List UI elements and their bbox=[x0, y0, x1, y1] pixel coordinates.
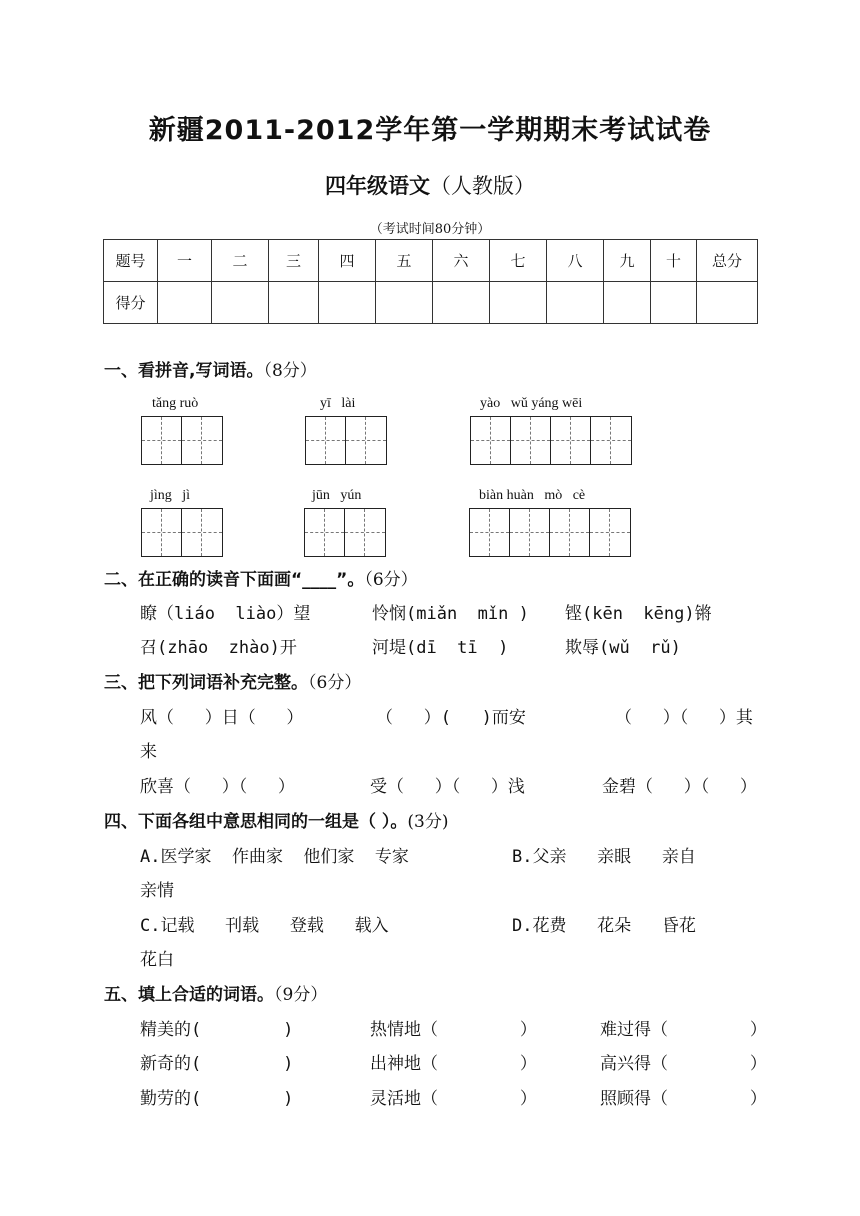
score-cell[interactable] bbox=[490, 282, 547, 324]
score-cell[interactable] bbox=[547, 282, 604, 324]
idiom-item: （ ）（ ）其 bbox=[615, 708, 753, 728]
fill-item: 高兴得（ ） bbox=[600, 1054, 767, 1074]
choice-b-wrap: 亲情 bbox=[140, 881, 174, 901]
pinyin-label: jūn yún bbox=[312, 488, 362, 503]
choice-a: A.医学家 作曲家 他们家 专家 bbox=[140, 847, 409, 867]
header-cell: 六 bbox=[433, 240, 490, 282]
reading-item: 河堤(dī tī ) bbox=[372, 638, 509, 658]
section-5-title: 五、填上合适的词语。 bbox=[104, 985, 274, 1005]
header-cell: 一 bbox=[158, 240, 212, 282]
reading-item: 召(zhāo zhào)开 bbox=[140, 638, 297, 658]
header-cell: 四 bbox=[319, 240, 376, 282]
exam-subtitle bbox=[0, 170, 860, 200]
score-cell[interactable] bbox=[158, 282, 212, 324]
pinyin-label: yī lài bbox=[320, 396, 356, 411]
header-cell: 二 bbox=[212, 240, 269, 282]
fill-item: 新奇的( ) bbox=[140, 1054, 294, 1074]
exam-time: （考试时间80分钟） bbox=[369, 222, 491, 237]
score-cell[interactable] bbox=[212, 282, 269, 324]
header-cell: 九 bbox=[604, 240, 651, 282]
choice-c: C.记载 刊载 登载 载入 bbox=[140, 916, 389, 936]
fill-item: 出神地（ ） bbox=[370, 1054, 537, 1074]
section-1-heading bbox=[104, 356, 317, 381]
idiom-item: 金碧（ ）（ ） bbox=[602, 777, 757, 797]
score-value-row bbox=[104, 282, 758, 324]
exam-title: 新疆2011-2012学年第一学期期末考试试卷 bbox=[148, 115, 712, 146]
score-header-row bbox=[104, 240, 758, 282]
score-cell[interactable] bbox=[433, 282, 490, 324]
header-cell: 三 bbox=[269, 240, 319, 282]
section-5-heading bbox=[104, 980, 327, 1005]
subtitle-main: 四年级语文 bbox=[325, 174, 430, 198]
pinyin-label: yào wǔ yáng wēi bbox=[480, 396, 583, 411]
section-2-title: 二、在正确的读音下面画“____”。 bbox=[104, 570, 365, 590]
choice-b: B.父亲 亲眼 亲自 bbox=[512, 847, 696, 867]
reading-item: 瞭（liáo liào）望 bbox=[140, 604, 311, 624]
fill-item: 难过得（ ） bbox=[600, 1020, 767, 1040]
idiom-item: 受（ ）（ ）浅 bbox=[370, 777, 525, 797]
header-cell: 五 bbox=[376, 240, 433, 282]
section-3-heading bbox=[104, 668, 361, 693]
section-1-title: 一、看拼音,写词语。 bbox=[104, 361, 264, 381]
choice-d: D.花费 花朵 昏花 bbox=[512, 916, 696, 936]
section-4-title: 四、下面各组中意思相同的一组是（ ）。 bbox=[104, 812, 408, 832]
writing-grid[interactable] bbox=[469, 508, 631, 557]
section-2-heading bbox=[104, 565, 418, 590]
section-5-points: （9分） bbox=[274, 985, 328, 1005]
writing-grid[interactable] bbox=[304, 508, 386, 557]
reading-item: 欺辱(wǔ rǔ) bbox=[565, 638, 681, 658]
section-3-points: （6分） bbox=[308, 673, 362, 693]
header-cell: 题号 bbox=[104, 240, 158, 282]
choice-d-wrap: 花白 bbox=[140, 950, 174, 970]
writing-grid[interactable] bbox=[141, 416, 223, 465]
reading-item: 怜悯(miǎn mǐn ) bbox=[372, 604, 529, 624]
writing-grid[interactable] bbox=[470, 416, 632, 465]
pinyin-label: tǎng ruò bbox=[152, 396, 199, 411]
idiom-wrap: 来 bbox=[140, 742, 157, 762]
score-cell[interactable] bbox=[651, 282, 697, 324]
score-cell[interactable] bbox=[604, 282, 651, 324]
section-4-points: (3分) bbox=[407, 812, 449, 832]
idiom-item: 欣喜（ ）（ ） bbox=[140, 777, 295, 797]
idiom-item: （ ）( )而安 bbox=[376, 708, 526, 728]
header-cell: 十 bbox=[651, 240, 697, 282]
fill-item: 热情地（ ） bbox=[370, 1020, 537, 1040]
header-cell: 总分 bbox=[697, 240, 758, 282]
fill-item: 灵活地（ ） bbox=[370, 1089, 537, 1109]
section-1-points: （8分） bbox=[263, 361, 317, 381]
score-cell[interactable] bbox=[269, 282, 319, 324]
writing-grid[interactable] bbox=[141, 508, 223, 557]
header-cell: 八 bbox=[547, 240, 604, 282]
score-cell[interactable] bbox=[697, 282, 758, 324]
pinyin-label: biàn huàn mò cè bbox=[479, 488, 586, 503]
header-cell: 七 bbox=[490, 240, 547, 282]
reading-item: 铿(kēn kēng)锵 bbox=[565, 604, 712, 624]
score-table bbox=[103, 239, 758, 324]
pinyin-label: jìng jì bbox=[150, 488, 191, 503]
section-2-points: （6分） bbox=[364, 570, 418, 590]
row-label: 得分 bbox=[104, 282, 158, 324]
fill-item: 精美的( ) bbox=[140, 1020, 294, 1040]
writing-grid[interactable] bbox=[305, 416, 387, 465]
fill-item: 勤劳的( ) bbox=[140, 1089, 294, 1109]
fill-item: 照顾得（ ） bbox=[600, 1089, 767, 1109]
section-3-title: 三、把下列词语补充完整。 bbox=[104, 673, 308, 693]
score-cell[interactable] bbox=[376, 282, 433, 324]
subtitle-edition: （人教版） bbox=[430, 174, 535, 198]
score-cell[interactable] bbox=[319, 282, 376, 324]
section-4-heading bbox=[104, 807, 449, 832]
idiom-item: 风（ ）日（ ） bbox=[140, 708, 304, 728]
